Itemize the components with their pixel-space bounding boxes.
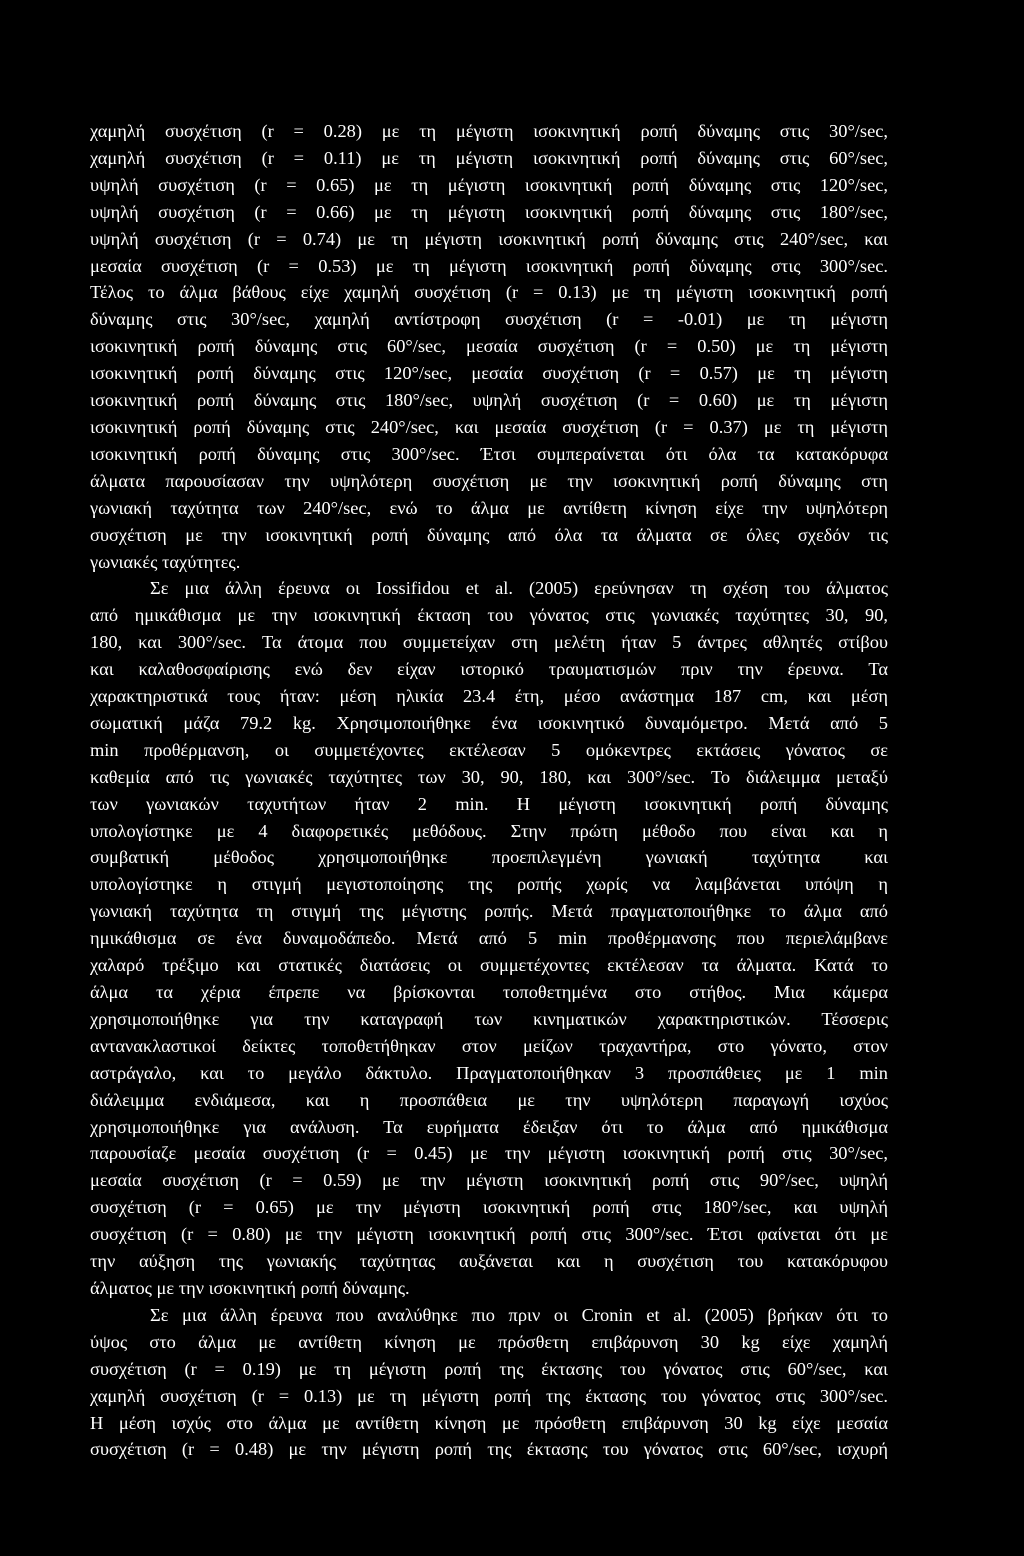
text-line: συσχέτιση (r = 0.80) με την μέγιστη ισοκινητική ροπή στις 300°/sec. Έτσι φαίνεται ότι με	[90, 1224, 888, 1245]
text-line: ημικάθισμα σε ένα δυναμοδάπεδο. Μετά από 5 min προθέρμανσης που περιελάμβανε	[90, 928, 888, 949]
text-line: ισοκινητική ροπή δύναμης στις 240°/sec, και μεσαία συσχέτιση (r = 0.37) με τη μέγιστη	[90, 416, 888, 437]
text-line: δύναμης στις 30°/sec, χαμηλή αντίστροφη συσχέτιση (r = -0.01) με τη μέγιστη	[90, 309, 888, 330]
text-line: υψηλή συσχέτιση (r = 0.65) με τη μέγιστη ισοκινητική ροπή δύναμης στις 120°/sec,	[90, 174, 888, 195]
paragraph-iossifidou-study	[90, 575, 888, 1301]
text-line: μεσαία συσχέτιση (r = 0.53) με τη μέγιστη ισοκινητική ροπή δύναμης στις 300°/sec.	[90, 255, 888, 276]
text-line: υπολογίστηκε η στιγμή μεγιστοποίησης της ροπής χωρίς να λαμβάνεται υπόψη η	[90, 874, 888, 895]
text-line: χαλαρό τρέξιμο και στατικές διατάσεις οι συμμετέχοντες εκτέλεσαν τα άλματα. Κατά το	[90, 955, 888, 976]
text-line: Σε μια άλλη έρευνα που αναλύθηκε πιο πριν οι Cronin et al. (2005) βρήκαν ότι το	[150, 1304, 888, 1325]
text-line: παρουσίαζε μεσαία συσχέτιση (r = 0.45) με την μέγιστη ισοκινητική ροπή στις 30°/sec,	[90, 1143, 888, 1164]
text-line: υπολογίστηκε με 4 διαφορετικές μεθόδους. Στην πρώτη μέθοδο που είναι και η	[90, 820, 888, 841]
text-line: άλματος με την ισοκινητική ροπή δύναμης.	[90, 1277, 410, 1298]
text-line: σωματική μάζα 79.2 kg. Χρησιμοποιήθηκε ένα ισοκινητικό δυναμόμετρο. Μετά από 5	[90, 712, 888, 733]
text-line: χρησιμοποιήθηκε για ανάλυση. Τα ευρήματα έδειξαν ότι το άλμα από ημικάθισμα	[90, 1116, 888, 1137]
text-line: ισοκινητική ροπή δύναμης στις 300°/sec. Έτσι συμπεραίνεται ότι όλα τα κατακόρυφα	[90, 443, 888, 464]
text-line: υψηλή συσχέτιση (r = 0.74) με τη μέγιστη ισοκινητική ροπή δύναμης στις 240°/sec, και	[90, 228, 888, 249]
text-line: των γωνιακών ταχυτήτων ήταν 2 min. Η μέγιστη ισοκινητική ροπή δύναμης	[90, 793, 888, 814]
paragraph-correlations	[90, 118, 888, 575]
text-line: 180, και 300°/sec. Τα άτομα που συμμετείχαν στη μελέτη ήταν 5 άντρες αθλητές στίβου	[90, 632, 888, 653]
text-line: min προθέρμανση, οι συμμετέχοντες εκτέλεσαν 5 ομόκεντρες εκτάσεις γόνατος σε	[90, 739, 888, 760]
text-line: αντανακλαστικοί δείκτες τοποθετήθηκαν στον μείζων τραχαντήρα, στο γόνατο, στον	[90, 1035, 888, 1056]
text-line: χαμηλή συσχέτιση (r = 0.13) με τη μέγιστη ροπή της έκτασης του γόνατος στις 300°/sec.	[90, 1385, 888, 1406]
text-line: καθεμία από τις γωνιακές ταχύτητες των 30, 90, 180, και 300°/sec. Το διάλειμμα μεταξύ	[90, 766, 888, 787]
text-line: γωνιακή ταχύτητα των 240°/sec, ενώ το άλμα με αντίθετη κίνηση είχε την υψηλότερη	[90, 497, 888, 518]
text-line: και καλαθοσφαίρισης ενώ δεν είχαν ιστορικό τραυματισμών πριν την έρευνα. Τα	[90, 659, 888, 680]
text-line: την αύξηση της γωνιακής ταχύτητας αυξάνεται και η συσχέτιση του κατακόρυφου	[90, 1251, 888, 1272]
text-line: μεσαία συσχέτιση (r = 0.59) με την μέγιστη ισοκινητική ροπή στις 90°/sec, υψηλή	[90, 1170, 888, 1191]
text-line: γωνιακές ταχύτητες.	[90, 551, 241, 572]
text-line: συσχέτιση με την ισοκινητική ροπή δύναμης από όλα τα άλματα σε όλες σχεδόν τις	[90, 524, 888, 545]
text-line: Σε μια άλλη έρευνα οι Iossifidou et al. (2005) ερεύνησαν τη σχέση του άλματος	[150, 578, 888, 599]
text-line: υψηλή συσχέτιση (r = 0.66) με τη μέγιστη ισοκινητική ροπή δύναμης στις 180°/sec,	[90, 201, 888, 222]
text-line: ύψος στο άλμα με αντίθετη κίνηση με πρόσθετη επιβάρυνση 30 kg είχε χαμηλή	[90, 1331, 888, 1352]
text-line: άλμα τα χέρια έπρεπε να βρίσκονται τοποθετημένα στο στήθος. Μια κάμερα	[90, 982, 888, 1002]
text-line: χρησιμοποιήθηκε για την καταγραφή των κινηματικών χαρακτηριστικών. Τέσσερις	[90, 1008, 888, 1029]
text-line: ισοκινητική ροπή δύναμης στις 120°/sec, μεσαία συσχέτιση (r = 0.57) με τη μέγιστη	[90, 363, 888, 384]
text-line: Τέλος το άλμα βάθους είχε χαμηλή συσχέτιση (r = 0.13) με τη μέγιστη ισοκινητική ροπή	[90, 282, 888, 303]
text-line: χαρακτηριστικά τους ήταν: μέση ηλικία 23.4 έτη, μέσο ανάστημα 187 cm, και μέση	[90, 686, 888, 707]
text-line: διάλειμμα ενδιάμεσα, και η προσπάθεια με την υψηλότερη παραγωγή ισχύος	[90, 1089, 888, 1110]
text-line: αστράγαλο, και το μεγάλο δάκτυλο. Πραγματοποιήθηκαν 3 προσπάθειες με 1 min	[90, 1062, 888, 1083]
text-line: συσχέτιση (r = 0.48) με την μέγιστη ροπή της έκτασης του γόνατος στις 60°/sec, ισχυρή	[90, 1439, 888, 1460]
text-line: χαμηλή συσχέτιση (r = 0.11) με τη μέγιστη ισοκινητική ροπή δύναμης στις 60°/sec,	[90, 147, 888, 168]
text-line: συσχέτιση (r = 0.65) με την μέγιστη ισοκινητική ροπή στις 180°/sec, και υψηλή	[90, 1197, 888, 1218]
text-line: ισοκινητική ροπή δύναμης στις 60°/sec, μεσαία συσχέτιση (r = 0.50) με τη μέγιστη	[90, 336, 888, 357]
paragraph-cronin-study	[90, 1302, 888, 1463]
text-line: συσχέτιση (r = 0.19) με τη μέγιστη ροπή της έκτασης του γόνατος στις 60°/sec, και	[90, 1358, 888, 1379]
text-line: χαμηλή συσχέτιση (r = 0.28) με τη μέγιστη ισοκινητική ροπή δύναμης στις 30°/sec,	[90, 121, 888, 141]
text-line: ισοκινητική ροπή δύναμης στις 180°/sec, υψηλή συσχέτιση (r = 0.60) με τη μέγιστη	[90, 390, 888, 411]
text-line: Η μέση ισχύς στο άλμα με αντίθετη κίνηση με πρόσθετη επιβάρυνση 30 kg είχε μεσαία	[90, 1412, 888, 1433]
text-line: γωνιακή ταχύτητα τη στιγμή της μέγιστης ροπής. Μετά πραγματοποιήθηκε το άλμα από	[90, 901, 888, 922]
text-line: άλματα παρουσίασαν την υψηλότερη συσχέτιση με την ισοκινητική ροπή δύναμης στη	[90, 470, 888, 491]
text-line: από ημικάθισμα με την ισοκινητική έκταση του γόνατος στις γωνιακές ταχύτητες 30, 90,	[90, 605, 888, 626]
text-line: συμβατική μέθοδος χρησιμοποιήθηκε προεπιλεγμένη γωνιακή ταχύτητα και	[90, 847, 888, 868]
document-page	[90, 118, 888, 1463]
